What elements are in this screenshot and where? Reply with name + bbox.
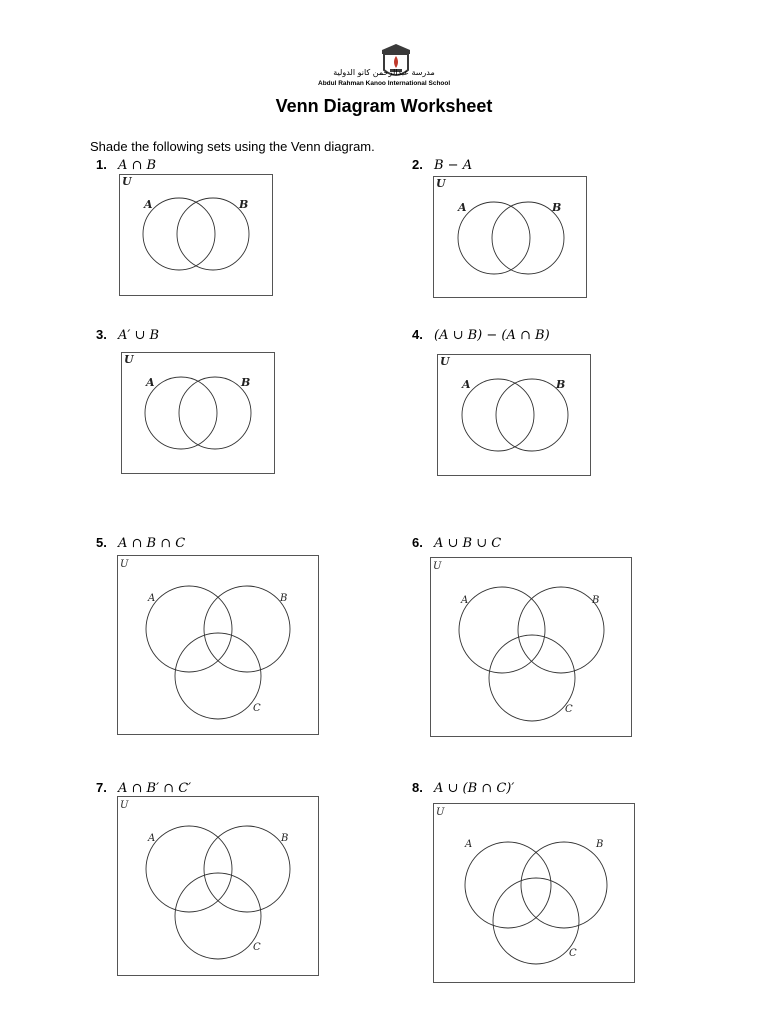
question-expression: A ∩ B (118, 158, 157, 173)
venn-diagram-three-set[interactable] (430, 557, 632, 737)
venn-diagram-two-set[interactable] (433, 176, 587, 298)
set-a-label: A (465, 839, 473, 850)
universe-label: U (436, 177, 446, 190)
venn-diagram-three-set[interactable] (117, 555, 319, 735)
question-4-label (412, 327, 550, 343)
question-number: 2. (412, 157, 423, 172)
question-expression: B − A (434, 158, 473, 173)
universe-frame (118, 797, 319, 976)
question-number: 5. (96, 535, 107, 550)
set-c-label: C (253, 703, 261, 714)
universe-frame (431, 558, 632, 737)
universe-label: U (120, 800, 129, 811)
universe-frame (118, 556, 319, 735)
venn-diagram-two-set[interactable] (119, 174, 273, 296)
question-expression: A ∩ B′ ∩ C′ (118, 781, 192, 796)
set-b-label: B (241, 376, 251, 389)
universe-frame (120, 175, 273, 296)
question-expression: A ∪ (B ∩ C)′ (434, 781, 515, 796)
set-b-label: B (592, 595, 600, 606)
venn-diagram-two-set[interactable] (121, 352, 275, 474)
question-6-label (412, 535, 501, 551)
question-expression: A ∩ B ∩ C (118, 536, 186, 551)
venn-diagram-three-set[interactable] (433, 803, 635, 983)
instructions: Shade the following sets using the Venn diagram. (90, 139, 375, 154)
question-5-label (96, 535, 185, 551)
question-number: 4. (412, 327, 423, 342)
question-number: 1. (96, 157, 107, 172)
set-a-label: A (461, 595, 469, 606)
venn-diagram-two-set[interactable] (437, 354, 591, 476)
question-7-label (96, 780, 191, 796)
school-name: Abdul Rahman Kanoo International School (318, 80, 451, 87)
question-number: 6. (412, 535, 423, 550)
set-b-label: B (556, 378, 566, 391)
question-expression: (A ∪ B) − (A ∩ B) (434, 328, 550, 343)
set-a-label: A (146, 376, 155, 389)
set-b-label: B (281, 833, 289, 844)
school-name-arabic: مدرسة عبدالرحمن كانو الدولية (333, 68, 435, 77)
question-1-label (96, 157, 156, 173)
set-a-label: A (148, 833, 156, 844)
universe-frame (122, 353, 275, 474)
question-number: 3. (96, 327, 107, 342)
set-a-label: A (144, 198, 153, 211)
set-c-label: C (565, 704, 573, 715)
set-b-label: B (596, 839, 604, 850)
set-b-label: B (552, 201, 562, 214)
set-a-label: A (462, 378, 471, 391)
set-a-label: A (148, 593, 156, 604)
universe-label: U (122, 175, 132, 188)
set-a-label: A (458, 201, 467, 214)
universe-label: U (124, 353, 134, 366)
universe-label: U (440, 355, 450, 368)
question-number: 8. (412, 780, 423, 795)
universe-frame (434, 804, 635, 983)
question-2-label (412, 157, 472, 173)
question-3-label (96, 327, 159, 343)
question-expression: A′ ∪ B (118, 328, 160, 343)
universe-label: U (120, 559, 129, 570)
set-b-label: B (239, 198, 249, 211)
set-b-label: B (280, 593, 288, 604)
universe-label: U (436, 807, 445, 818)
set-c-label: C (253, 942, 261, 953)
question-number: 7. (96, 780, 107, 795)
venn-diagram-three-set[interactable] (117, 796, 319, 976)
page-title: Venn Diagram Worksheet (275, 96, 493, 116)
question-expression: A ∪ B ∪ C (434, 536, 502, 551)
question-8-label (412, 780, 514, 796)
set-c-label: C (569, 948, 577, 959)
universe-frame (438, 355, 591, 476)
universe-label: U (433, 561, 442, 572)
